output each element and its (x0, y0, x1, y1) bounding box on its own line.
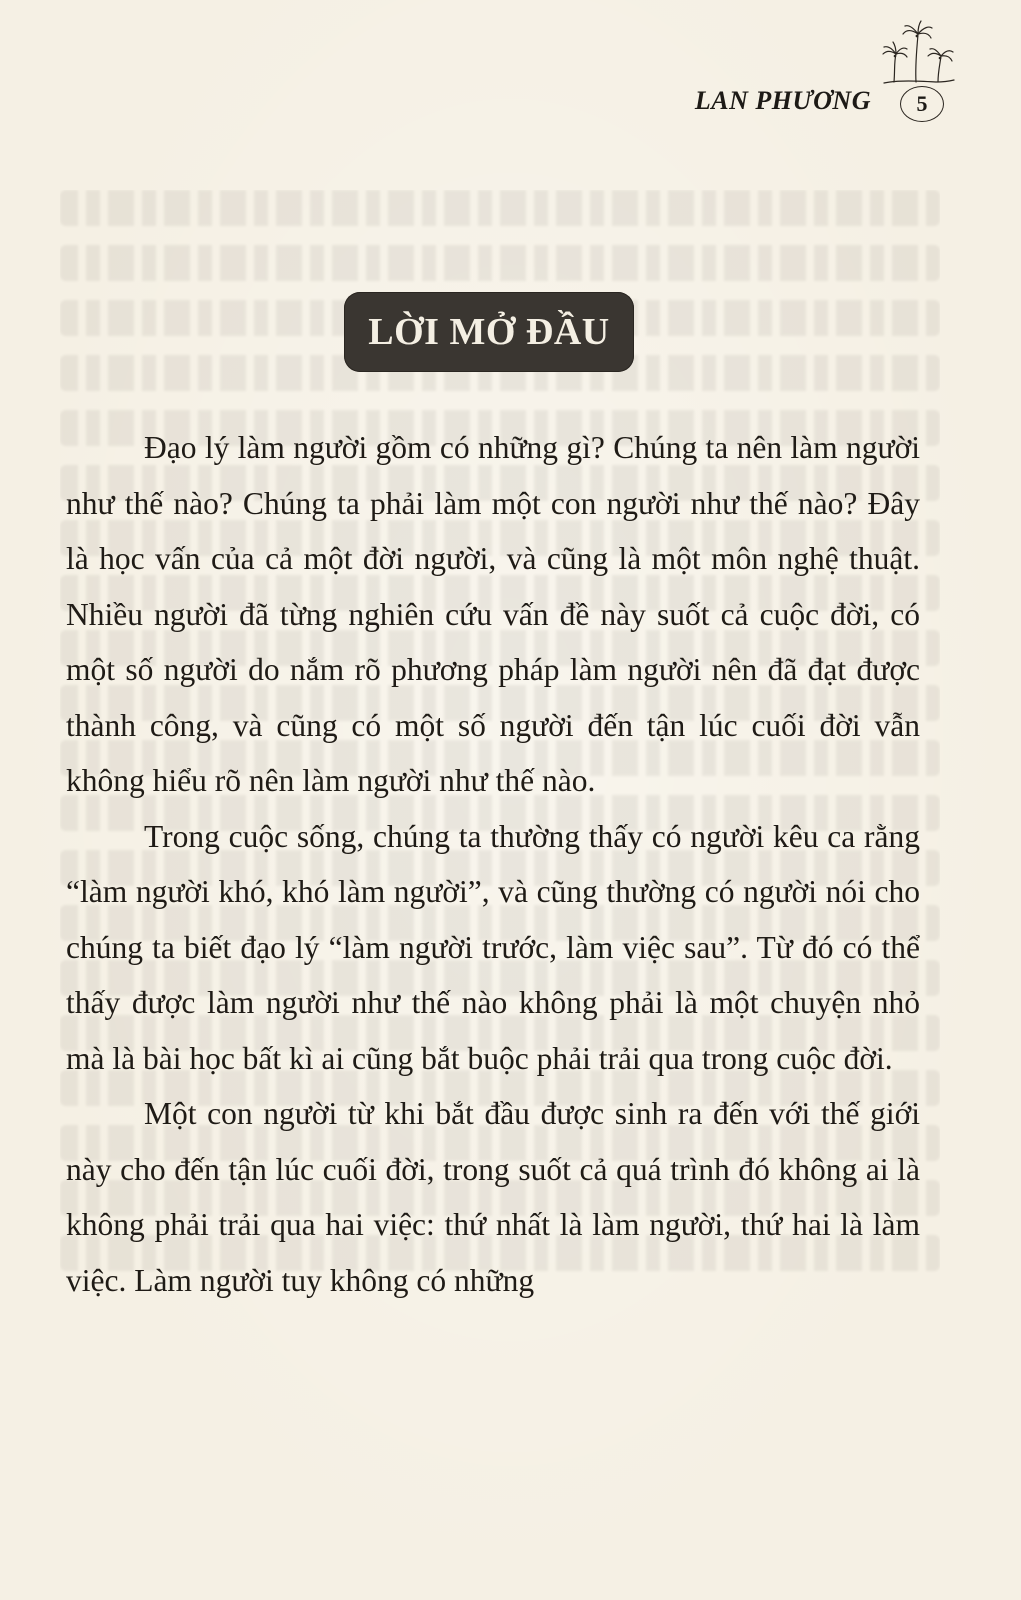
page-number: 5 (916, 91, 928, 116)
palm-trees-icon (878, 20, 958, 90)
paragraph: Trong cuộc sống, chúng ta thường thấy có người kêu ca rằng “làm người khó, khó làm người”, và cũng thường có người nói cho chúng ta biết đạo lý “làm người trước, làm việc sau”. Từ đó có thể thấy được làm người như thế nào không phải là một chuyện nhỏ mà là bài học bất kì ai cũng bắt buộc phải trải qua trong cuộc đời. (66, 818, 920, 1076)
chapter-title-box (344, 292, 634, 372)
body-text (66, 420, 920, 1308)
paragraph: Đạo lý làm người gồm có những gì? Chúng ta nên làm người như thế nào? Chúng ta phải làm một con người như thế nào? Đây là học vấn của cả một đời người, và cũng là một môn nghệ thuật. Nhiều người đã từng nghiên cứu vấn đề này suốt cả cuộc đời, có một số người do nắm rõ phương pháp làm người nên đã đạt được thành công, và cũng có một số người đến tận lúc cuối đời vẫn không hiểu rõ nên làm người như thế nào. (66, 430, 920, 798)
paragraph: Một con người từ khi bắt đầu được sinh ra đến với thế giới này cho đến tận lúc cuối đời, trong suốt cả quá trình đó không ai là không phải trải qua hai việc: thứ nhất là làm người, thứ hai là làm việc. Làm người tuy không có những (66, 1096, 920, 1298)
page-number-badge (888, 84, 958, 126)
running-title: LAN PHƯƠNG (694, 86, 871, 115)
page-header (0, 78, 1021, 138)
chapter-title: LỜI MỞ ĐẦU (368, 311, 610, 353)
